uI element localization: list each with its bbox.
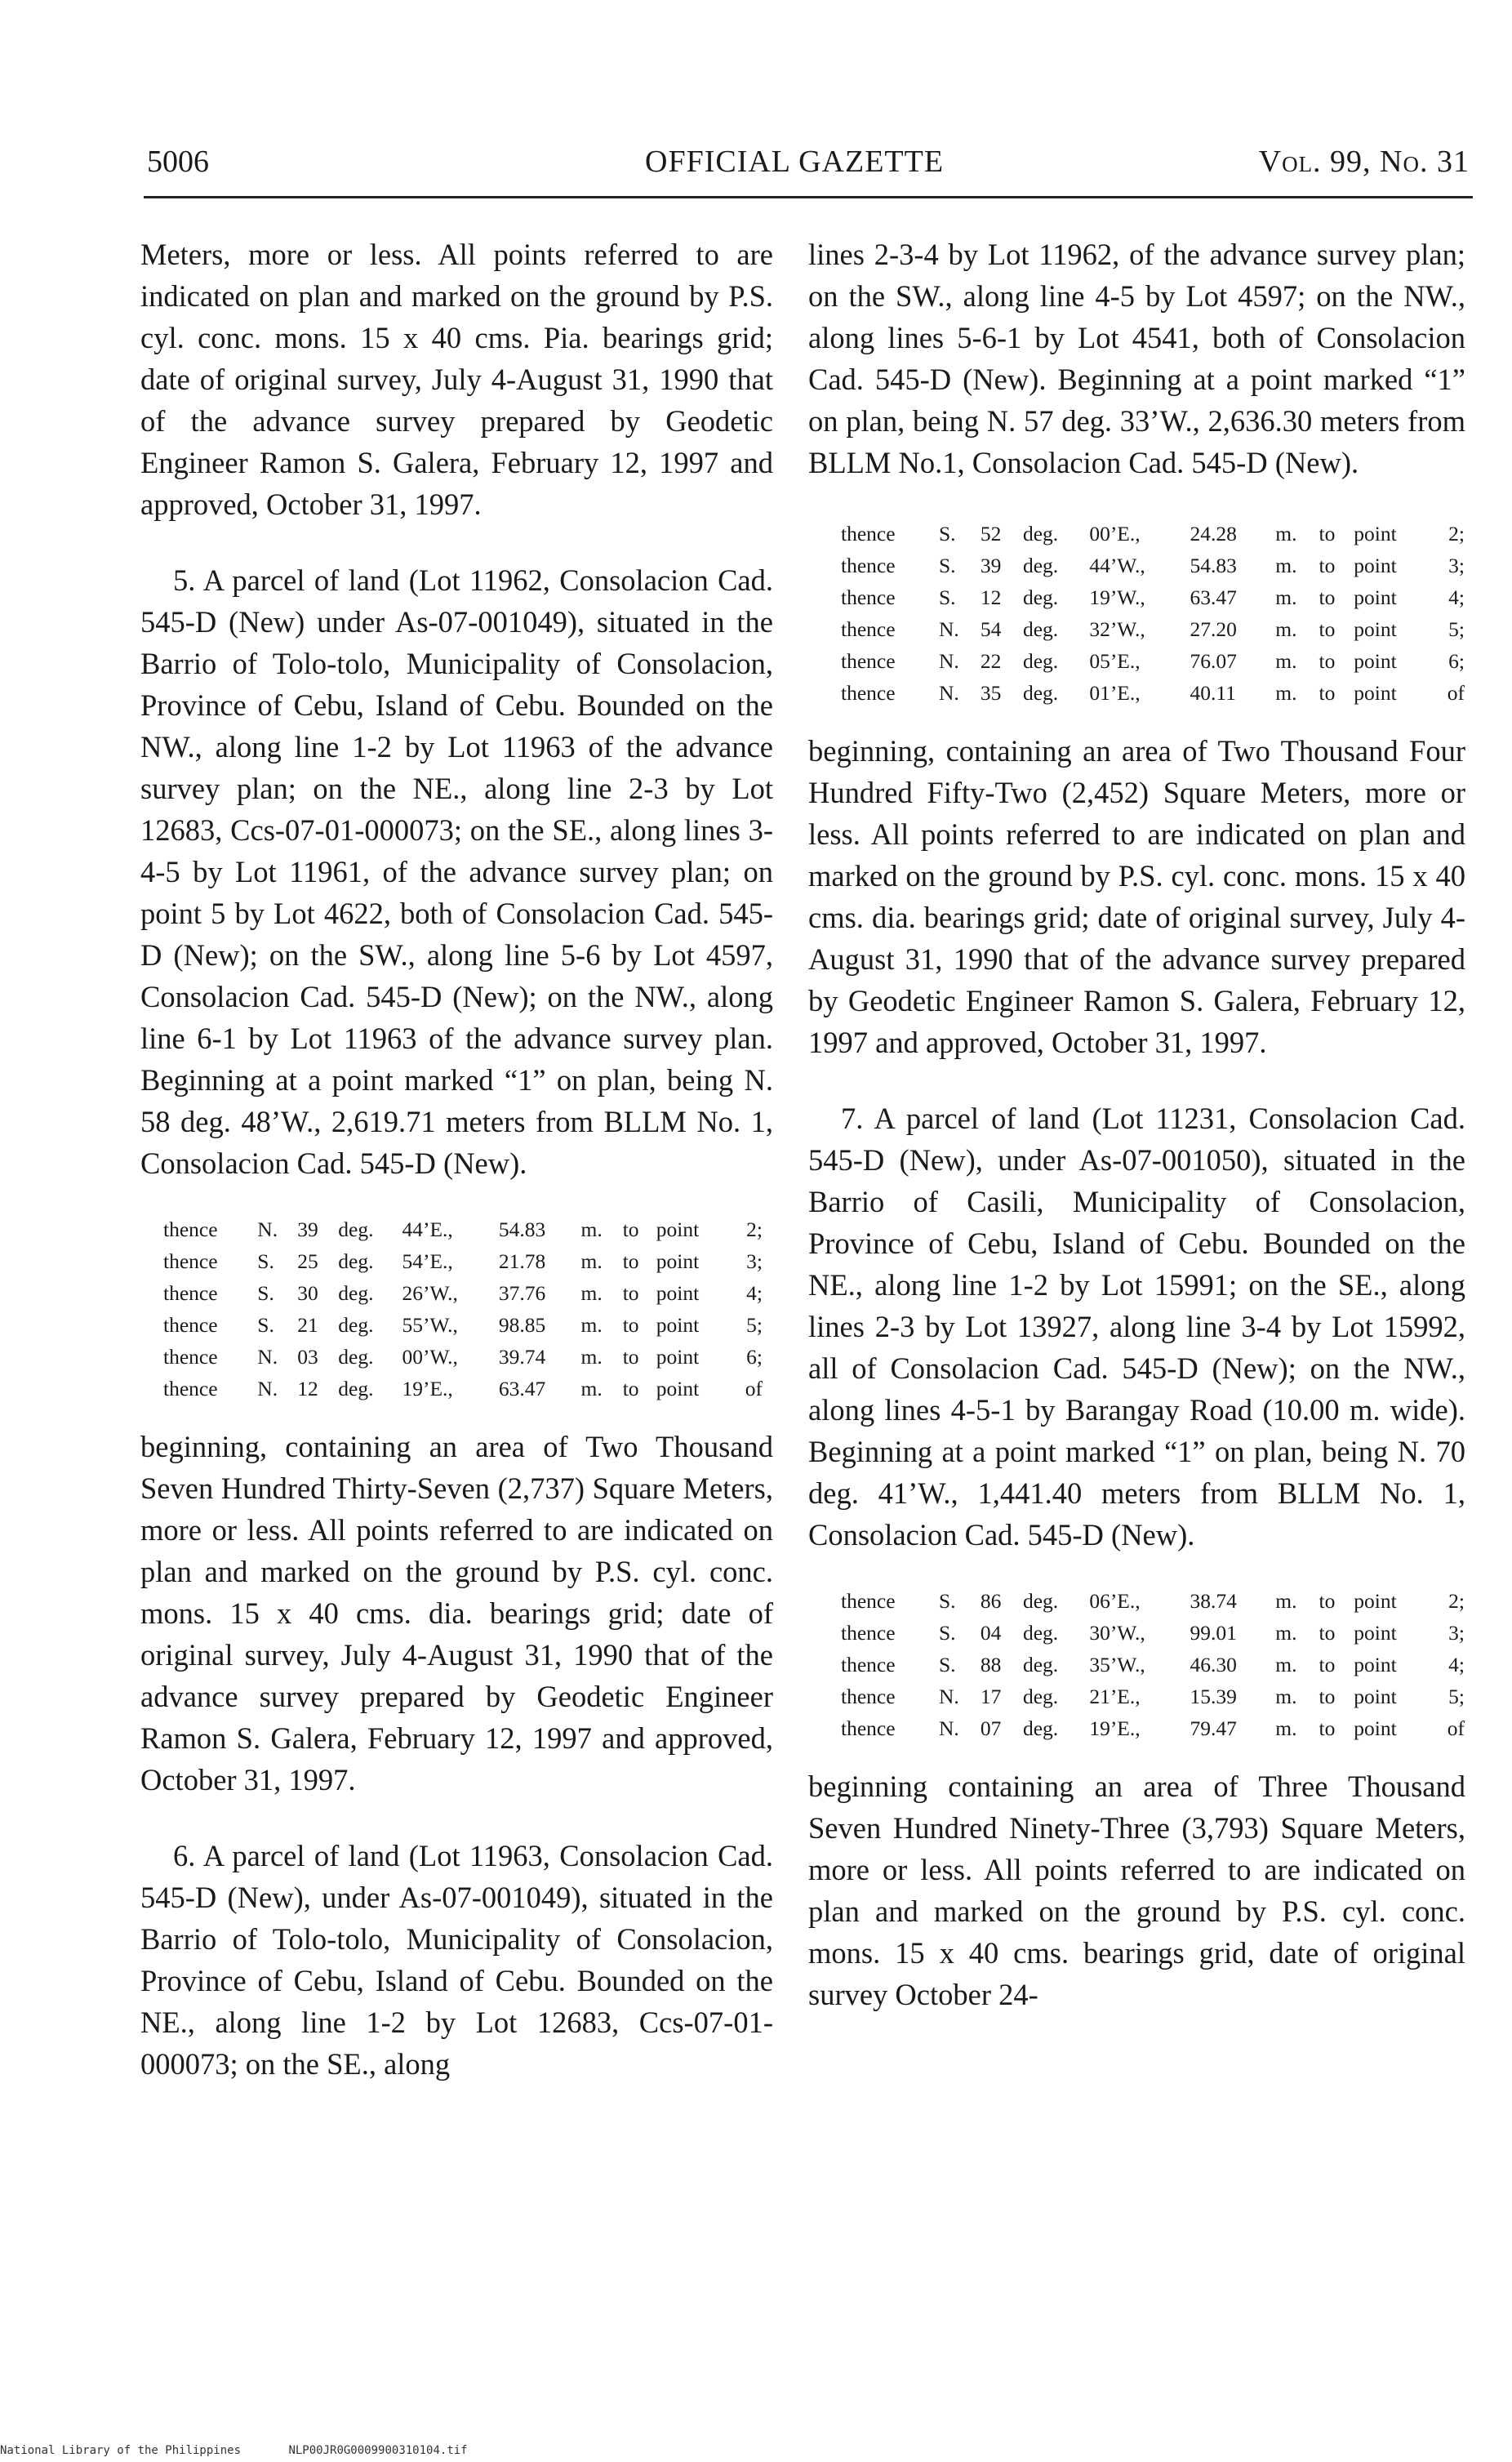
bearing-cell: 54.83 bbox=[498, 1218, 546, 1241]
bearings-table-lot-11231 bbox=[841, 1585, 1470, 1744]
bearing-cell: to bbox=[1319, 681, 1336, 705]
bearing-cell: thence bbox=[163, 1249, 218, 1273]
bearing-cell: to bbox=[622, 1313, 639, 1337]
bearing-cell: S. bbox=[938, 1621, 956, 1645]
bearing-cell: m. bbox=[580, 1281, 603, 1305]
bearing-cell: 39 bbox=[297, 1218, 318, 1241]
bearing-cell: S. bbox=[938, 585, 956, 609]
bearing-cell: to bbox=[622, 1345, 639, 1369]
paragraph-continuation: Meters, more or less. All points referred to are indicated on plan and marked on the ground by P.S. cyl. conc. mons. 15 x 40 cms. Pia. bearings grid; date of original survey, July 4-August 31, 1990 that of the advance survey prepared by Geodetic Engineer Ramon S. Galera, February 12, 1997 and approved, October 31, 1997. bbox=[140, 238, 773, 521]
bearing-cell: N. bbox=[938, 1716, 959, 1740]
publication-title: OFFICIAL GAZETTE bbox=[645, 145, 945, 179]
bearing-cell: 37.76 bbox=[498, 1281, 546, 1305]
paragraph-lot-11962: 5. A parcel of land (Lot 11962, Consolacion Cad. 545-D (New) under As-07-001049), situated in the Barrio of Tolo-tolo, Municipality of Consolacion, Province of Cebu, Island of Cebu. Bounded on the NW., along line 1-2 by Lot 11963 of the advance survey plan; on the NE., along line 2-3 by Lot 12683, Ccs-07-01-000073; on the SE., along lines 3-4-5 by Lot 11961, of the advance survey plan; on point 5 by Lot 4622, both of Consolacion Cad. 545-D (New); on the SW., along line 5-6 by Lot 4597, Consolacion Cad. 545-D (New); on the NW., along line 6-1 by Lot 11963 of the advance survey plan. Beginning at a point marked “1” on plan, being N. 58 deg. 48’W., 2,619.71 meters from BLLM No. 1, Consolacion Cad. 545-D (New). bbox=[140, 563, 773, 1180]
bearing-cell: 4; bbox=[746, 1281, 763, 1305]
bearing-cell: 2; bbox=[1448, 1589, 1465, 1613]
bearing-cell: 30 bbox=[297, 1281, 318, 1305]
bearing-cell: to bbox=[1319, 1716, 1336, 1740]
bearing-cell: 3; bbox=[1448, 554, 1465, 577]
bearing-cell: S. bbox=[257, 1313, 274, 1337]
bearing-cell: 5; bbox=[746, 1313, 763, 1337]
bearing-cell: 44’E., bbox=[402, 1218, 453, 1241]
bearing-cell: 32’W., bbox=[1089, 617, 1145, 641]
bearing-cell: m. bbox=[1275, 1685, 1297, 1708]
bearing-cell: 17 bbox=[980, 1685, 1002, 1708]
bearing-cell: deg. bbox=[1022, 1716, 1059, 1740]
bearing-cell: 40.11 bbox=[1190, 681, 1236, 705]
bearing-cell: thence bbox=[841, 585, 896, 609]
bearing-cell: N. bbox=[257, 1218, 278, 1241]
bearing-cell: N. bbox=[257, 1377, 278, 1400]
bearing-cell: 5; bbox=[1448, 617, 1465, 641]
bearing-cell: thence bbox=[163, 1313, 218, 1337]
bearing-cell: deg. bbox=[1022, 522, 1059, 545]
bearing-row bbox=[163, 1341, 767, 1373]
bearing-cell: 19’E., bbox=[402, 1377, 453, 1400]
bearing-cell: N. bbox=[257, 1345, 278, 1369]
bearing-cell: thence bbox=[841, 1685, 896, 1708]
bearing-cell: N. bbox=[938, 649, 959, 673]
bearing-cell: m. bbox=[1275, 1621, 1297, 1645]
bearing-cell: 54 bbox=[980, 617, 1002, 641]
bearing-cell: point bbox=[656, 1377, 700, 1400]
bearing-cell: point bbox=[656, 1249, 700, 1273]
header-rule bbox=[144, 196, 1473, 198]
volume-issue: Vol. 99, No. 31 bbox=[1258, 145, 1470, 179]
bearing-cell: 52 bbox=[980, 522, 1002, 545]
bearing-cell: 19’E., bbox=[1089, 1716, 1141, 1740]
bearing-cell: 38.74 bbox=[1190, 1589, 1237, 1613]
bearing-row bbox=[163, 1277, 767, 1309]
bearing-row bbox=[163, 1213, 767, 1245]
bearing-cell: 25 bbox=[297, 1249, 318, 1273]
bearing-cell: S. bbox=[938, 522, 956, 545]
bearing-cell: point bbox=[1354, 554, 1397, 577]
bearings-table-lot-11962 bbox=[163, 1213, 767, 1405]
bearing-cell: deg. bbox=[338, 1345, 374, 1369]
bearing-cell: of bbox=[1447, 1716, 1465, 1740]
bearing-cell: thence bbox=[163, 1345, 218, 1369]
bearing-row bbox=[841, 613, 1470, 645]
library-credit: National Library of the Philippines bbox=[0, 2444, 242, 2457]
bearing-cell: 6; bbox=[1448, 649, 1465, 673]
bearing-cell: 44’W., bbox=[1089, 554, 1145, 577]
bearing-cell: thence bbox=[841, 681, 896, 705]
paragraph-lot-11963: 6. A parcel of land (Lot 11963, Consolacion Cad. 545-D (New), under As-07-001049), situated in the Barrio of Tolo-tolo, Municipality of Consolacion, Province of Cebu, Island of Cebu. Bounded on the NE., along line 1-2 by Lot 12683, Ccs-07-01-000073; on the SE., along bbox=[140, 1839, 773, 2081]
bearing-cell: 15.39 bbox=[1190, 1685, 1237, 1708]
bearing-cell: deg. bbox=[1022, 1589, 1059, 1613]
bearing-cell: deg. bbox=[338, 1281, 374, 1305]
bearing-cell: to bbox=[1319, 554, 1336, 577]
page-header bbox=[147, 144, 1470, 193]
bearing-cell: point bbox=[656, 1345, 700, 1369]
bearing-cell: of bbox=[1447, 681, 1465, 705]
bearing-cell: m. bbox=[580, 1345, 603, 1369]
bearing-cell: m. bbox=[1275, 554, 1297, 577]
bearing-cell: 06’E., bbox=[1089, 1589, 1141, 1613]
bearing-cell: thence bbox=[163, 1377, 218, 1400]
bearing-cell: point bbox=[656, 1281, 700, 1305]
bearing-cell: 30’W., bbox=[1089, 1621, 1145, 1645]
bearing-cell: 63.47 bbox=[1190, 585, 1237, 609]
bearing-cell: m. bbox=[1275, 585, 1297, 609]
paragraph-lot-11963-cont: lines 2-3-4 by Lot 11962, of the advance survey plan; on the SW., along line 4-5 by Lot 4597; on the NW., along lines 5-6-1 by Lot 4541, both of Consolacion Cad. 545-D (New). Beginning at a point marked “1” on plan, being N. 57 deg. 33’W., 2,636.30 meters from BLLM No.1, Consolacion Cad. 545-D (New). bbox=[808, 238, 1465, 479]
bearing-cell: 98.85 bbox=[498, 1313, 546, 1337]
bearing-cell: to bbox=[1319, 1685, 1336, 1708]
bearing-cell: to bbox=[1319, 585, 1336, 609]
bearing-cell: 22 bbox=[980, 649, 1002, 673]
bearing-cell: 76.07 bbox=[1190, 649, 1237, 673]
bearing-cell: 99.01 bbox=[1190, 1621, 1237, 1645]
bearing-cell: 55’W., bbox=[402, 1313, 458, 1337]
bearing-cell: 3; bbox=[746, 1249, 763, 1273]
bearing-cell: deg. bbox=[1022, 1621, 1059, 1645]
bearing-cell: m. bbox=[1275, 1589, 1297, 1613]
scan-file-id: NLP00JR0G0009900310104.tif bbox=[288, 2444, 468, 2457]
bearing-cell: S. bbox=[257, 1249, 274, 1273]
bearing-cell: thence bbox=[841, 1653, 896, 1676]
bearing-cell: 6; bbox=[746, 1345, 763, 1369]
bearing-cell: 2; bbox=[746, 1218, 763, 1241]
bearing-cell: 01’E., bbox=[1089, 681, 1141, 705]
bearing-cell: m. bbox=[580, 1218, 603, 1241]
bearing-cell: 86 bbox=[980, 1589, 1002, 1613]
bearing-cell: 21 bbox=[297, 1313, 318, 1337]
scan-footer bbox=[0, 2444, 509, 2457]
bearing-cell: point bbox=[1354, 522, 1397, 545]
bearing-cell: point bbox=[656, 1313, 700, 1337]
bearing-cell: deg. bbox=[1022, 1685, 1059, 1708]
bearing-cell: of bbox=[745, 1377, 763, 1400]
bearing-cell: S. bbox=[257, 1281, 274, 1305]
bearing-cell: 39.74 bbox=[498, 1345, 546, 1369]
bearing-cell: point bbox=[1354, 1589, 1397, 1613]
bearing-cell: 21’E., bbox=[1089, 1685, 1141, 1708]
bearing-cell: to bbox=[622, 1218, 639, 1241]
bearing-cell: 26’W., bbox=[402, 1281, 458, 1305]
bearing-cell: m. bbox=[1275, 681, 1297, 705]
bearing-cell: point bbox=[1354, 649, 1397, 673]
bearing-cell: 03 bbox=[297, 1345, 318, 1369]
bearing-cell: point bbox=[1354, 1653, 1397, 1676]
bearing-cell: 12 bbox=[980, 585, 1002, 609]
bearing-cell: point bbox=[656, 1218, 700, 1241]
bearing-cell: 54.83 bbox=[1190, 554, 1237, 577]
bearing-cell: 39 bbox=[980, 554, 1002, 577]
bearing-row bbox=[841, 581, 1470, 613]
bearing-row bbox=[163, 1373, 767, 1405]
bearing-row bbox=[841, 677, 1470, 709]
bearing-cell: deg. bbox=[1022, 1653, 1059, 1676]
bearing-cell: m. bbox=[580, 1249, 603, 1273]
bearing-cell: N. bbox=[938, 1685, 959, 1708]
bearing-cell: point bbox=[1354, 585, 1397, 609]
bearing-cell: m. bbox=[1275, 617, 1297, 641]
bearing-cell: deg. bbox=[338, 1377, 374, 1400]
bearing-cell: 24.28 bbox=[1190, 522, 1237, 545]
bearing-cell: 27.20 bbox=[1190, 617, 1237, 641]
bearing-cell: 3; bbox=[1448, 1621, 1465, 1645]
bearing-cell: to bbox=[1319, 617, 1336, 641]
bearing-cell: 19’W., bbox=[1089, 585, 1145, 609]
bearing-cell: thence bbox=[841, 617, 896, 641]
bearing-cell: deg. bbox=[338, 1249, 374, 1273]
bearing-cell: deg. bbox=[1022, 681, 1059, 705]
bearing-cell: 04 bbox=[980, 1621, 1002, 1645]
bearing-cell: thence bbox=[841, 1716, 896, 1740]
bearing-cell: 46.30 bbox=[1190, 1653, 1237, 1676]
bearing-cell: S. bbox=[938, 554, 956, 577]
bearing-cell: deg. bbox=[1022, 585, 1059, 609]
page-number: 5006 bbox=[147, 145, 209, 179]
bearing-cell: deg. bbox=[1022, 649, 1059, 673]
bearing-cell: thence bbox=[841, 522, 896, 545]
bearing-cell: to bbox=[1319, 649, 1336, 673]
bearing-cell: point bbox=[1354, 1621, 1397, 1645]
bearing-cell: 07 bbox=[980, 1716, 1002, 1740]
bearing-cell: thence bbox=[841, 649, 896, 673]
bearing-cell: 00’W., bbox=[402, 1345, 458, 1369]
bearing-cell: 79.47 bbox=[1190, 1716, 1237, 1740]
bearing-row bbox=[841, 550, 1470, 581]
bearing-cell: m. bbox=[1275, 649, 1297, 673]
bearing-cell: 35 bbox=[980, 681, 1002, 705]
bearing-cell: to bbox=[1319, 522, 1336, 545]
bearing-cell: m. bbox=[1275, 1653, 1297, 1676]
paragraph-area-lot-11963: beginning, containing an area of Two Thousand Four Hundred Fifty-Two (2,452) Square Meters, more or less. All points referred to are indicated on plan and marked on the ground by P.S. cyl. conc. mons. 15 x 40 cms. dia. bearings grid; date of original survey, July 4-August 31, 1990 that of the advance survey prepared by Geodetic Engineer Ramon S. Galera, February 12, 1997 and approved, October 31, 1997. bbox=[808, 734, 1465, 1059]
bearing-cell: to bbox=[1319, 1621, 1336, 1645]
bearing-row bbox=[163, 1309, 767, 1341]
right-column bbox=[808, 234, 1465, 2015]
bearing-cell: m. bbox=[1275, 1716, 1297, 1740]
bearing-row bbox=[841, 518, 1470, 550]
bearing-cell: 12 bbox=[297, 1377, 318, 1400]
paragraph-area-lot-11231: beginning containing an area of Three Thousand Seven Hundred Ninety-Three (3,793) Square Meters, more or less. All points referred to are indicated on plan and marked on the ground by P.S. cyl. conc. mons. 15 x 40 cms. bearings grid, date of original survey October 24- bbox=[808, 1770, 1465, 2011]
bearing-cell: point bbox=[1354, 1685, 1397, 1708]
bearing-row bbox=[841, 1585, 1470, 1617]
bearing-cell: 05’E., bbox=[1089, 649, 1141, 673]
bearing-cell: 00’E., bbox=[1089, 522, 1141, 545]
bearings-table-lot-11963 bbox=[841, 518, 1470, 709]
bearing-cell: to bbox=[622, 1249, 639, 1273]
bearing-cell: m. bbox=[580, 1313, 603, 1337]
bearing-cell: N. bbox=[938, 617, 959, 641]
bearing-cell: 4; bbox=[1448, 585, 1465, 609]
bearing-cell: deg. bbox=[338, 1218, 374, 1241]
paragraph-lot-11231: 7. A parcel of land (Lot 11231, Consolacion Cad. 545-D (New), under As-07-001050), situated in the Barrio of Casili, Municipality of Consolacion, Province of Cebu, Island of Cebu. Bounded on the NE., along line 1-2 by Lot 15991; on the SE., along lines 2-3 by Lot 13927, along line 3-4 by Lot 15992, all of Consolacion Cad. 545-D (New); on the NW., along lines 4-5-1 by Barangay Road (10.00 m. wide). Beginning at a point marked “1” on plan, being N. 70 deg. 41’W., 1,441.40 meters from BLLM No. 1, Consolacion Cad. 545-D (New). bbox=[808, 1102, 1465, 1552]
bearing-row bbox=[841, 1681, 1470, 1712]
bearing-row bbox=[841, 1712, 1470, 1744]
bearing-cell: 54’E., bbox=[402, 1249, 453, 1273]
bearing-cell: to bbox=[1319, 1589, 1336, 1613]
bearing-cell: point bbox=[1354, 1716, 1397, 1740]
bearing-cell: thence bbox=[841, 1621, 896, 1645]
paragraph-area-lot-11962: beginning, containing an area of Two Thousand Seven Hundred Thirty-Seven (2,737) Square Meters, more or less. All points referred to are indicated on plan and marked on the ground by P.S. cyl. conc. mons. 15 x 40 cms. dia. bearings grid; date of original survey, July 4-August 31, 1990 that of the advance survey prepared by Geodetic Engineer Ramon S. Galera, February 12, 1997 and approved, October 31, 1997. bbox=[140, 1430, 773, 1796]
bearing-cell: 88 bbox=[980, 1653, 1002, 1676]
bearing-cell: to bbox=[622, 1281, 639, 1305]
bearing-cell: deg. bbox=[1022, 617, 1059, 641]
bearing-row bbox=[841, 645, 1470, 677]
bearing-cell: 4; bbox=[1448, 1653, 1465, 1676]
bearing-cell: 2; bbox=[1448, 522, 1465, 545]
bearing-cell: S. bbox=[938, 1653, 956, 1676]
bearing-row bbox=[841, 1617, 1470, 1649]
bearing-row bbox=[163, 1245, 767, 1277]
bearing-cell: 35’W., bbox=[1089, 1653, 1145, 1676]
bearing-cell: point bbox=[1354, 617, 1397, 641]
bearing-cell: deg. bbox=[338, 1313, 374, 1337]
bearing-cell: point bbox=[1354, 681, 1397, 705]
bearing-cell: 63.47 bbox=[498, 1377, 546, 1400]
bearing-cell: 21.78 bbox=[498, 1249, 546, 1273]
bearing-row bbox=[841, 1649, 1470, 1681]
bearing-cell: to bbox=[1319, 1653, 1336, 1676]
bearing-cell: thence bbox=[163, 1218, 218, 1241]
bearing-cell: 5; bbox=[1448, 1685, 1465, 1708]
bearing-cell: thence bbox=[841, 1589, 896, 1613]
bearing-cell: thence bbox=[841, 554, 896, 577]
bearing-cell: m. bbox=[1275, 522, 1297, 545]
bearing-cell: S. bbox=[938, 1589, 956, 1613]
left-column bbox=[140, 234, 773, 2085]
bearing-cell: thence bbox=[163, 1281, 218, 1305]
bearing-cell: to bbox=[622, 1377, 639, 1400]
bearing-cell: N. bbox=[938, 681, 959, 705]
bearing-cell: deg. bbox=[1022, 554, 1059, 577]
bearing-cell: m. bbox=[580, 1377, 603, 1400]
